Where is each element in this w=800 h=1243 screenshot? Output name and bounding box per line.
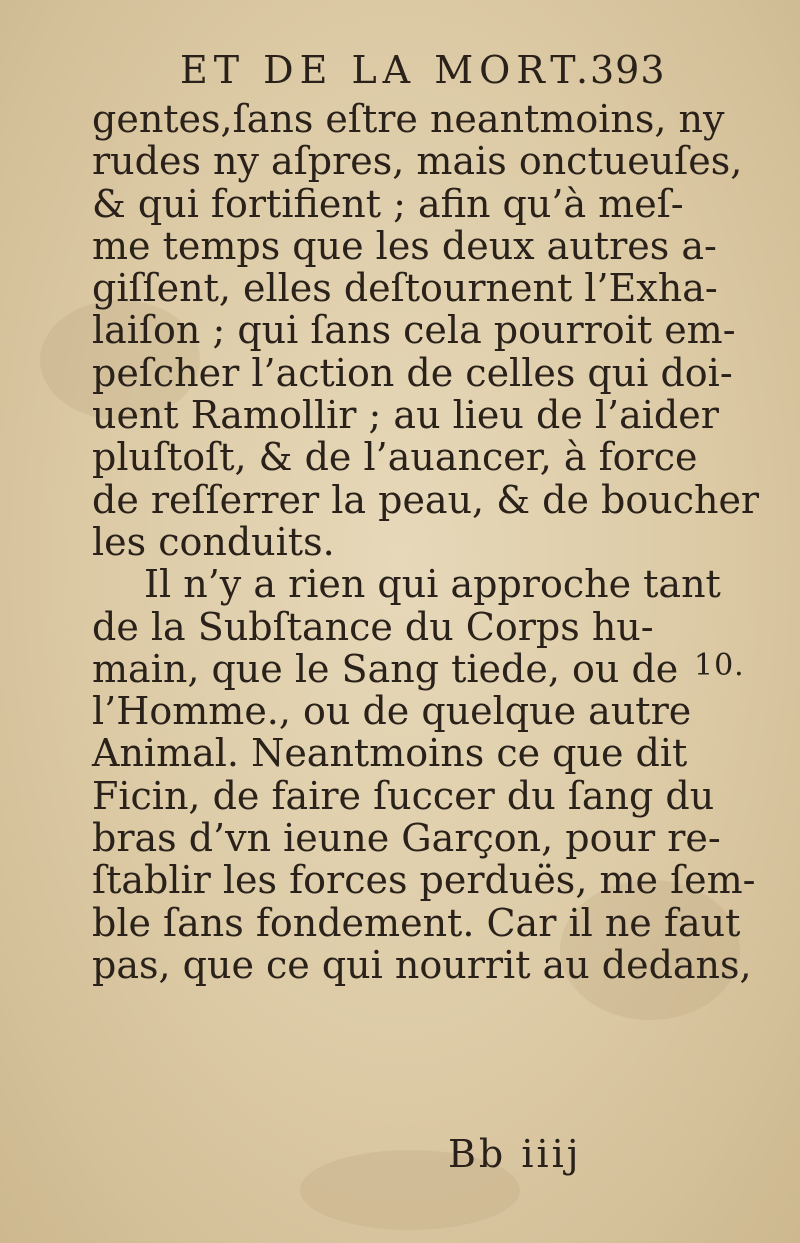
page-number: 393 [590, 48, 666, 92]
text-line: laiſon ; qui ſans cela pourroit em- [92, 308, 736, 353]
text-line: l’Homme., ou de quelque autre [92, 689, 692, 734]
text-line: pluſtoſt, & de l’auancer, à force [92, 435, 698, 480]
text-line: de reſſerrer la peau, & de boucher [92, 477, 760, 522]
text-line: peſcher l’action de celles qui doi- [92, 350, 733, 395]
text-line: de la Subſtance du Corps hu- [92, 604, 654, 649]
paragraph-start-line: Il n’y a rien qui approche tant [144, 562, 721, 607]
text-line: pas, que ce qui nourrit au dedans, [92, 942, 752, 987]
page-header [180, 48, 680, 98]
text-line: me temps que les deux autres a- [92, 223, 717, 268]
text-line: uent Ramollir ; au lieu de l’aider [92, 393, 719, 438]
running-head: ET DE LA MORT. [180, 48, 595, 92]
margin-number: 10. [694, 648, 745, 683]
text-line: rudes ny aſpres, mais onctueuſes, [92, 139, 743, 184]
text-line: les conduits. [92, 519, 335, 564]
signature-mark: Bb iiij [448, 1132, 582, 1176]
text-line: ble ſans fondement. Car il ne faut [92, 900, 741, 945]
text-line: Animal. Neantmoins ce que dit [92, 731, 688, 776]
text-line: bras d’vn ieune Garçon, pour re- [92, 816, 721, 861]
text-line: main, que le Sang tiede, ou de [92, 646, 679, 691]
text-line: gentes,ſans eſtre neantmoins, ny [92, 97, 725, 141]
text-line: giſſent, elles deſtournent l’Exha- [92, 266, 718, 311]
text-line: ſtablir les forces perduës, me ſem- [92, 858, 756, 903]
text-line: Ficin, de faire ſuccer du ſang du [92, 773, 715, 818]
text-line: & qui fortifient ; afin qu’à meſ- [92, 181, 684, 226]
